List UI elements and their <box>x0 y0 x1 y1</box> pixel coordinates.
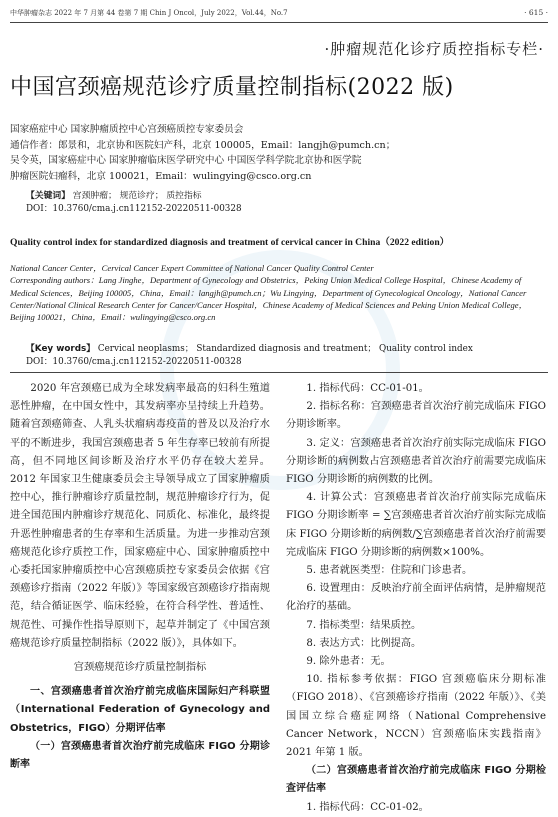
en-affiliation-line: Corresponding authors：Lang Jinghe，Department of Gynecology and Obstetrics，Peking Union Medical College Hospital，Chinese Academy of Medical Sciences，Beijing 100005，China，Email：langjh@pumch.cn；Wu Lingying，Department of Gynecological Oncology，National Cancer Center/National Clinical Research Center for Cancer/Cancer Hospital，Chinese Academy of Medical Sciences and Peking Union Medical College，Beijing 100021，China，Email：wulingying@csco.org.cn <box>10 275 528 323</box>
heading-level-2: （一）宫颈癌患者首次治疗前完成临床 FIGO 分期诊断率 <box>10 740 270 771</box>
cn-affiliation-line: 国家癌症中心 国家肿瘤质控中心宫颈癌质控专家委员会 <box>10 124 244 135</box>
article-title: 中国宫颈癌规范诊疗质量控制指标(2022 版) <box>10 75 454 100</box>
en-affiliation-line: National Cancer Center，Cervical Cancer Expert Committee of National Cancer Quality Control Center <box>10 263 374 273</box>
cn-keywords-label: 【关键词】 <box>26 191 70 201</box>
index-item: 10. 指标参考依据：FIGO 宫颈癌临床分期标准（FIGO 2018）、《宫颈癌诊疗指南（2022 年版）》、《美国国立综合癌症网络（National Comprehensive Cancer Network，NCCN）宫颈癌临床实践指南》2021 年第 1 版。 <box>286 674 546 759</box>
index-item: 6. 设置理由：反映治疗前全面评估病情，是肿瘤规范化治疗的基础。 <box>286 583 546 613</box>
cn-doi: DOI：10.3760/cma.j.cn112152-20220511-00328 <box>26 204 242 214</box>
intro-paragraph: 2020 年宫颈癌已成为全球发病率最高的妇科生殖道恶性肿瘤，在中国女性中，其发病率亦呈持续上升趋势。随着宫颈癌筛查、人乳头状瘤病毒疫苗的普及以及治疗水平的不断进步，我国宫颈癌患者 5 年生存率已较前有所提高，但不同地区间诊断及治疗水平仍存在较大差异。2012 年国家卫生健康委员会主导领导成立了国家肿瘤质控中心，推行肿瘤诊疗质量控制，规范肿瘤诊疗行为，促进全国范围内肿瘤诊疗规范化、同质化、标准化，最终提升恶性肿瘤患者的生存率和生活质量。为进一步推动宫颈癌规范化诊疗质控工作，国家癌症中心、国家肿瘤质控中心委托国家肿瘤质控中心宫颈癌质控专家委员会依据《宫颈癌诊疗指南（2022 年版）》等国家级宫颈癌诊疗指南规范，结合循证医学、临床经验，在符合科学性、普适性、规范性、可操作性指导原则下，起草并制定了《中国宫颈癌规范诊疗质量控制指标（2022 版）》，具体如下。 <box>10 383 270 649</box>
en-keywords-label: 【Key words】 <box>26 344 96 354</box>
index-item: 5. 患者就医类型：住院和门诊患者。 <box>306 565 473 577</box>
index-item: 1. 指标代码：CC-01-02。 <box>306 801 429 813</box>
index-item: 3. 定义：宫颈癌患者首次治疗前实际完成临床 FIGO 分期诊断的病例数占宫颈癌患者首次治疗前需要完成临床 FIGO 分期诊断的病例数的比例。 <box>286 437 546 486</box>
cn-keywords <box>26 190 242 216</box>
running-header <box>10 8 548 18</box>
right-column <box>286 380 546 817</box>
series-label: ·肿瘤规范化诊疗质控指标专栏· <box>324 40 544 58</box>
index-item: 4. 计算公式：宫颈癌患者首次治疗前实际完成临床 FIGO 分期诊断率 = ∑宫颈癌患者首次治疗前实际完成临床 FIGO 分期诊断的病例数/∑宫颈癌患者首次治疗前需要完成临床 FIGO 分期诊断的病例数×100%。 <box>286 492 546 558</box>
cn-affiliation <box>10 122 545 184</box>
heading-level-1: 一、宫颈癌患者首次治疗前完成临床国际妇产科联盟（International Federation of Gynecology and Obstetrics，FIGO）分期评估率 <box>10 686 270 734</box>
page-number: · 615 · <box>524 8 548 17</box>
index-item: 7. 指标类型：结果质控。 <box>306 619 422 631</box>
index-item: 1. 指标代码：CC-01-01。 <box>306 383 429 394</box>
index-item: 2. 指标名称：宫颈癌患者首次治疗前完成临床 FIGO 分期诊断率。 <box>286 401 546 431</box>
en-keywords <box>26 343 473 369</box>
english-title: Quality control index for standardized diagnosis and treatment of cervical cancer in China（2022 edition） <box>10 237 450 248</box>
section-title: 宫颈癌规范诊疗质量控制指标 <box>73 662 207 674</box>
journal-info: 中华肿瘤杂志 2022 年 7 月第 44 卷第 7 期 Chin J Oncol，July 2022，Vol.44，No.7 <box>10 9 288 17</box>
heading-level-2: （二）宫颈癌患者首次治疗前完成临床 FIGO 分期检查评估率 <box>286 765 546 795</box>
cn-keywords-text: 宫颈肿瘤； 规范诊疗； 质控指标 <box>72 191 202 201</box>
cn-affiliation-line: 通信作者：郎景和，北京协和医院妇产科，北京 100005，Email：langjh@pumch.cn； <box>10 139 396 151</box>
cn-affiliation-line: 肿瘤医院妇瘤科，北京 100021，Email：wulingying@csco.org.cn <box>10 170 312 182</box>
index-item: 9. 除外患者：无。 <box>306 656 391 668</box>
header-rule <box>10 22 548 23</box>
en-keywords-text: Cervical neoplasms； Standardized diagnosis and treatment； Quality control index <box>97 344 473 354</box>
en-affiliation <box>10 262 545 323</box>
cn-affiliation-line: 吴令英，国家癌症中心 国家肿瘤临床医学研究中心 中国医学科学院北京协和医学院 <box>10 155 362 166</box>
index-item: 8. 表达方式：比例提高。 <box>306 637 422 649</box>
abstract-rule <box>10 372 548 373</box>
en-doi: DOI：10.3760/cma.j.cn112152-20220511-00328 <box>26 357 242 367</box>
left-column <box>10 380 270 774</box>
